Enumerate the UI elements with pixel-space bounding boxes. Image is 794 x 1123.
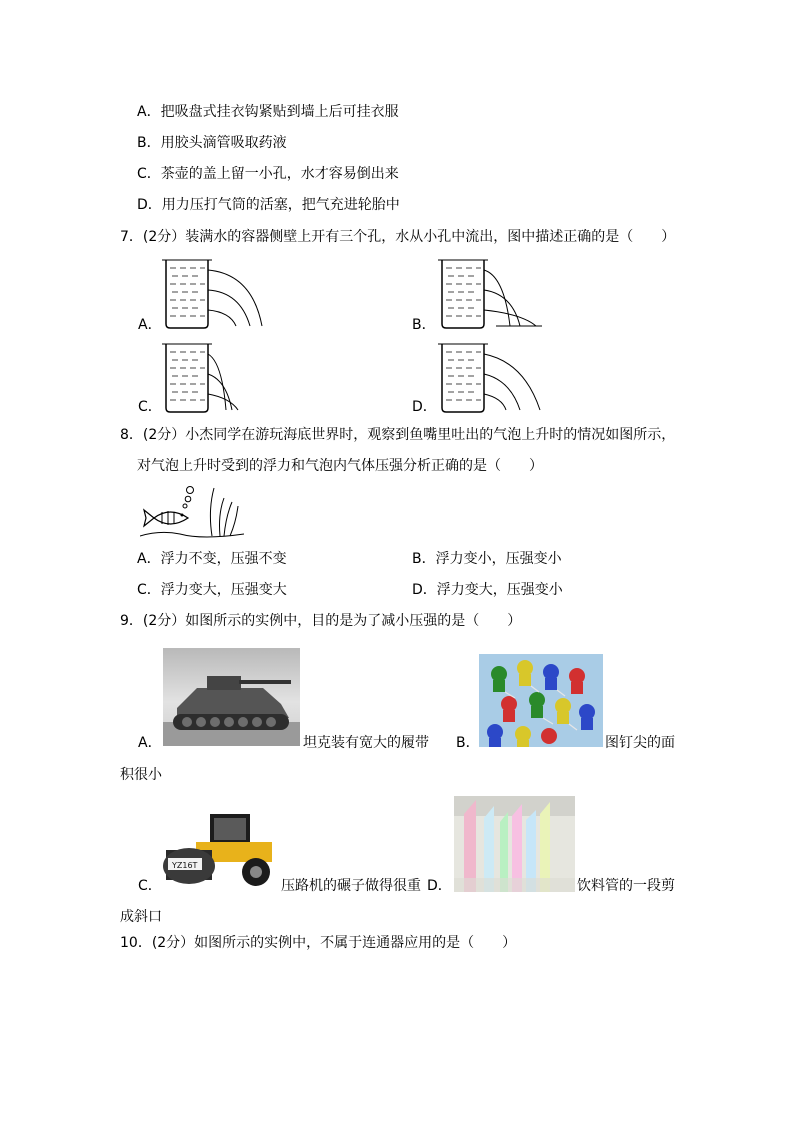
q7-label-a: A． <box>138 317 162 333</box>
fish-bubbles-figure <box>140 484 244 542</box>
q7-stem: 7．(2分）装满水的容器侧壁上开有三个孔，水从小孔中流出，图中描述正确的是（ ） <box>120 229 676 245</box>
q9-text-d: 饮料管的一段剪 <box>577 878 675 894</box>
q6-option-c: C．茶壶的盖上留一小孔，水才容易倒出来 <box>137 166 399 182</box>
q9-text-c: 压路机的碾子做得很重 <box>281 878 421 894</box>
q8-option-c: C．浮力变大，压强变大 <box>137 582 287 598</box>
q8-option-a: A．浮力不变，压强不变 <box>137 551 287 567</box>
straws-photo <box>454 796 575 892</box>
q9-label-d: D． <box>427 878 452 894</box>
q8-option-b: B．浮力变小，压强变小 <box>412 551 562 567</box>
q8-stem-line2: 对气泡上升时受到的浮力和气泡内气体压强分析正确的是（ ） <box>137 458 543 474</box>
q9-text-a: 坦克装有宽大的履带 <box>303 735 429 751</box>
q8-stem-line1: 8．(2分）小杰同学在游玩海底世界时，观察到鱼嘴里吐出的气泡上升时的情况如图所示， <box>120 427 676 443</box>
q7-figure-c <box>160 340 270 414</box>
q7-label-d: D． <box>412 399 437 415</box>
q7-label-b: B． <box>412 317 436 333</box>
q9-text-b: 图钉尖的面 <box>605 735 675 751</box>
q9-stem: 9．(2分）如图所示的实例中，目的是为了减小压强的是（ ） <box>120 613 522 629</box>
q7-figure-d <box>436 340 546 414</box>
q6-option-b: B．用胶头滴管吸取药液 <box>137 135 287 151</box>
q9-text-d-cont: 成斜口 <box>120 909 162 925</box>
q9-label-b: B． <box>456 735 480 751</box>
q9-label-c: C． <box>138 878 162 894</box>
q6-option-a: A．把吸盘式挂衣钩紧贴到墙上后可挂衣服 <box>137 104 399 120</box>
pushpins-photo <box>479 654 603 747</box>
q7-label-c: C． <box>138 399 162 415</box>
roller-model-tag: YZ16T <box>172 861 198 870</box>
q10-stem: 10．(2分）如图所示的实例中，不属于连通器应用的是（ ） <box>120 935 517 951</box>
q9-label-a: A． <box>138 735 162 751</box>
q8-option-d: D．浮力变大，压强变小 <box>412 582 563 598</box>
road-roller-photo <box>162 808 278 890</box>
q7-figure-a <box>160 256 270 330</box>
q9-text-b-cont: 积很小 <box>120 767 162 783</box>
q6-option-d: D．用力压打气筒的活塞，把气充进轮胎中 <box>137 197 400 213</box>
tank-photo <box>163 648 300 746</box>
q7-figure-b <box>436 256 546 330</box>
